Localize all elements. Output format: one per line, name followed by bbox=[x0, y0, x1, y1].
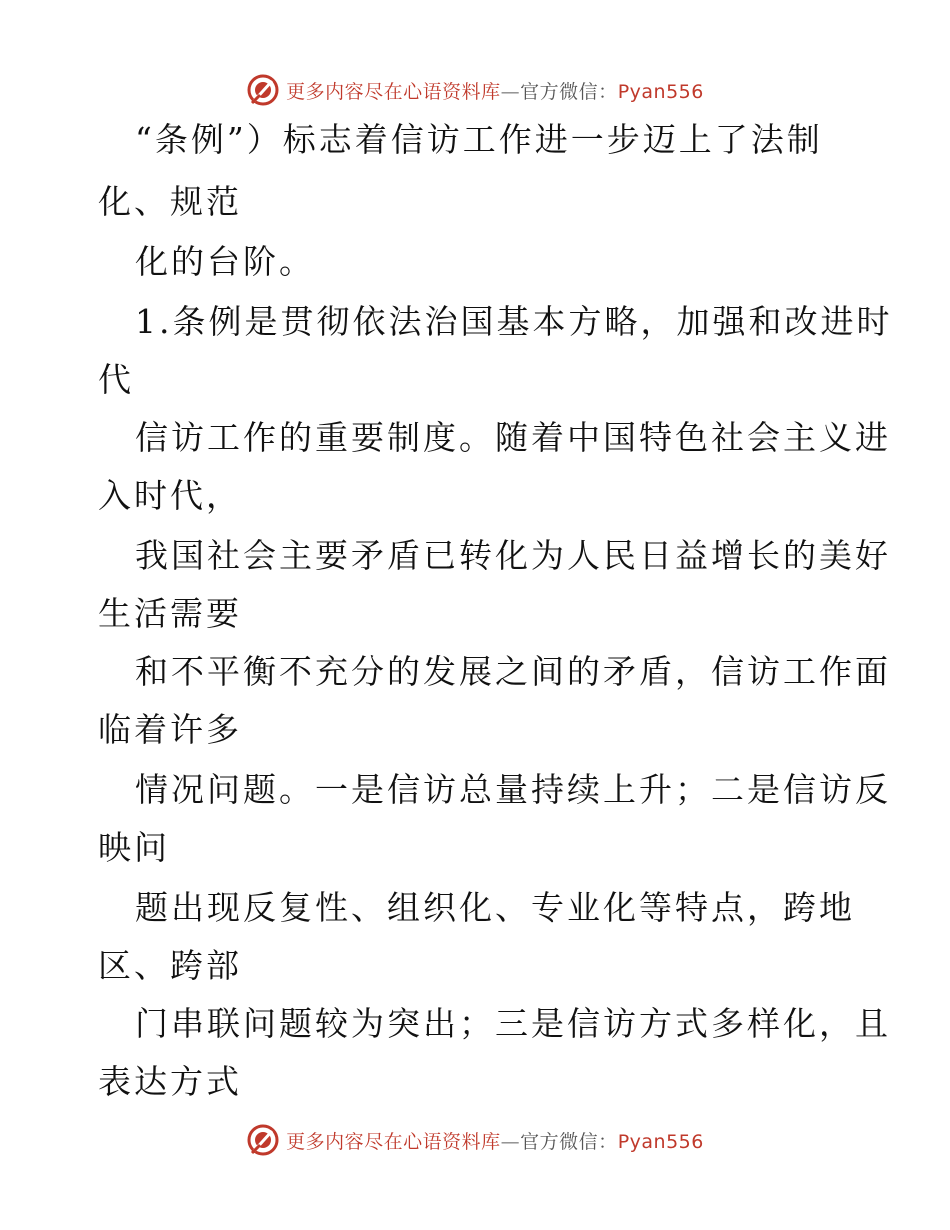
text-line: 题出现反复性、组织化、专业化等特点，跨地 bbox=[135, 888, 855, 927]
watermark-text: 更多内容尽在心语资料库—官方微信：Pyan556 bbox=[286, 80, 704, 103]
text-line: 生活需要 bbox=[98, 594, 242, 633]
text-line: 入时代， bbox=[98, 476, 242, 515]
pen-logo-icon bbox=[246, 1123, 280, 1157]
text-line: 区、跨部 bbox=[98, 946, 242, 985]
text-line: 映问 bbox=[98, 828, 170, 867]
text-line: 和不平衡不充分的发展之间的矛盾，信访工作面 bbox=[135, 652, 891, 691]
text-line: 化、规范 bbox=[98, 182, 242, 221]
pen-logo-icon bbox=[246, 73, 280, 107]
text-line: 临着许多 bbox=[98, 710, 242, 749]
header-watermark bbox=[0, 70, 950, 110]
text-line: 代 bbox=[98, 360, 134, 399]
text-line: 信访工作的重要制度。随着中国特色社会主义进 bbox=[135, 418, 891, 457]
text-line: 情况问题。一是信访总量持续上升；二是信访反 bbox=[135, 770, 891, 809]
text-line: 化的台阶。 bbox=[135, 242, 315, 281]
text-line: 我国社会主要矛盾已转化为人民日益增长的美好 bbox=[135, 536, 891, 575]
text-line: 门串联问题较为突出；三是信访方式多样化，且 bbox=[135, 1004, 891, 1043]
text-line: “条例”）标志着信访工作进一步迈上了法制 bbox=[135, 120, 823, 159]
text-line: 表达方式 bbox=[98, 1062, 242, 1101]
watermark-text: 更多内容尽在心语资料库—官方微信：Pyan556 bbox=[286, 1130, 704, 1153]
footer-watermark bbox=[0, 1120, 950, 1160]
text-line: 1.条例是贯彻依法治国基本方略，加强和改进时 bbox=[135, 302, 893, 341]
